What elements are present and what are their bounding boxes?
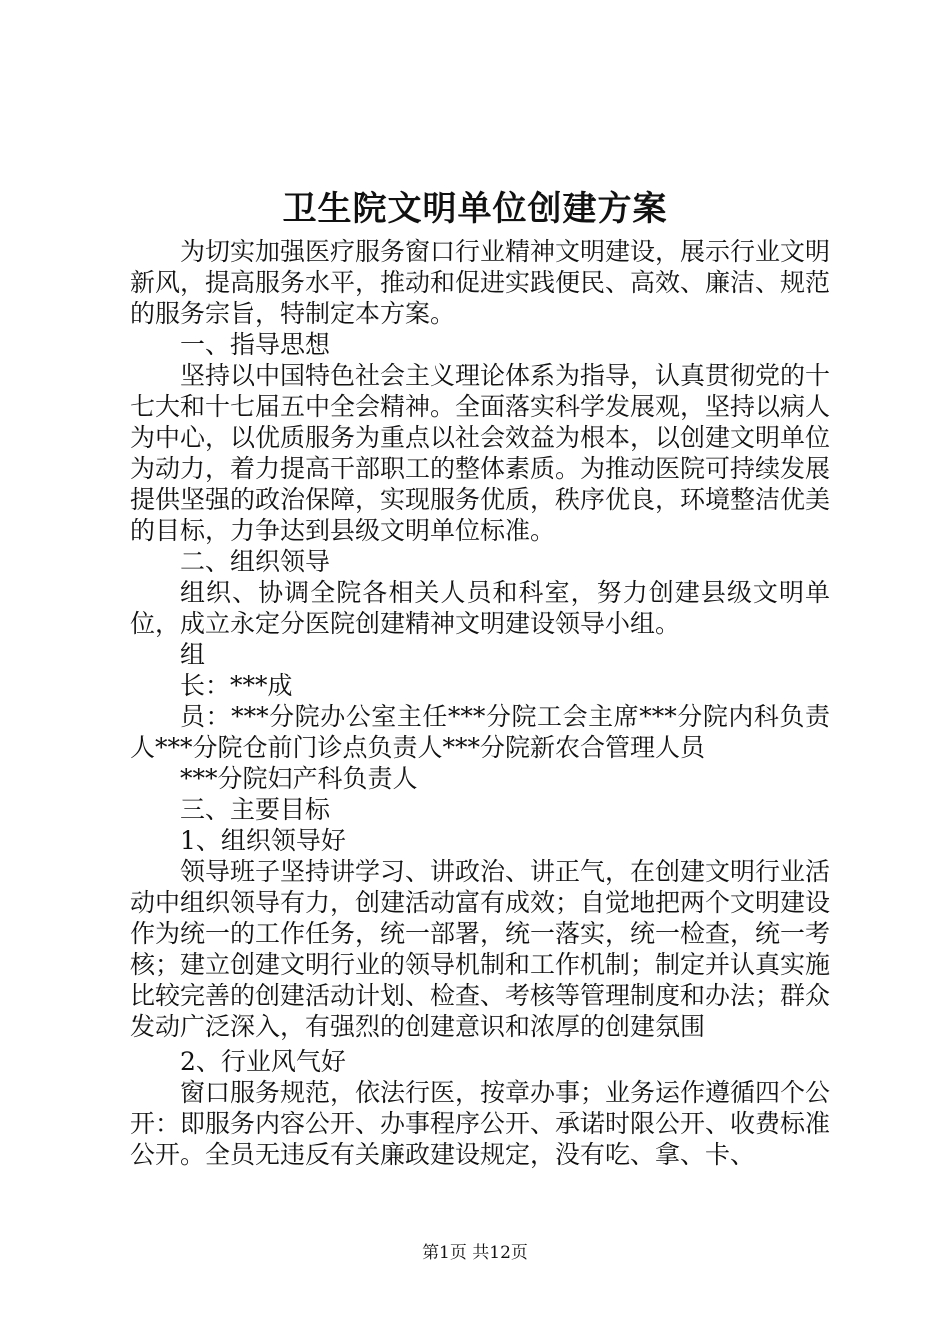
section-heading-organization: 二、组织领导	[180, 547, 331, 576]
leadership-paragraph: 领导班子坚持讲学习、讲政治、讲正气，在创建文明行业活动中组织领导有力，创建活动富有成效；自觉地把两个文明建设作为统一的工作任务，统一部署，统一落实，统一检查，统一考核；建立创建文明行业的领导机制和工作机制；制定并认真实施比较完善的创建活动计划、检查、考核等管理制度和办法；群众发动广泛深入，有强烈的创建意识和浓厚的创建氛围	[130, 857, 831, 1041]
group-leader-line: 长：***成	[180, 671, 293, 700]
subheading-leadership: 1、组织领导好	[180, 826, 346, 855]
group-members-line: 员：***分院办公室主任***分院工会主席***分院内科负责人***分院仓前门诊点负责人***分院新农合管理人员	[130, 702, 830, 762]
guiding-ideology-paragraph: 坚持以中国特色社会主义理论体系为指导，认真贯彻党的十七大和十七届五中全会精神。全面落实科学发展观，坚持以病人为中心，以优质服务为重点以社会效益为根本，以创建文明单位为动力，着力提高干部职工的整体素质。为推动医院可持续发展提供坚强的政治保障，实现服务优质，秩序优良，环境整洁优美的目标，力争达到县级文明单位标准。	[130, 361, 831, 545]
section-heading-guiding-ideology: 一、指导思想	[180, 330, 331, 359]
group-label-line: 组	[180, 640, 206, 669]
intro-paragraph: 为切实加强医疗服务窗口行业精神文明建设，展示行业文明新风，提高服务水平，推动和促进实践便民、高效、廉洁、规范的服务宗旨，特制定本方案。	[130, 237, 831, 328]
industry-style-paragraph: 窗口服务规范，依法行医，按章办事；业务运作遵循四个公开：即服务内容公开、办事程序公开、承诺时限公开、收费标准公开。全员无违反有关廉政建设规定，没有吃、拿、卡、	[130, 1078, 831, 1169]
page-footer: 第1页 共12页	[422, 1243, 528, 1263]
document-body	[130, 236, 830, 1170]
organization-paragraph: 组织、协调全院各相关人员和科室，努力创建县级文明单位，成立永定分医院创建精神文明建设领导小组。	[130, 578, 830, 638]
subheading-industry-style: 2、行业风气好	[180, 1047, 346, 1076]
section-heading-main-goals: 三、主要目标	[180, 795, 331, 824]
group-members-continued-line: ***分院妇产科负责人	[180, 764, 418, 793]
document-title: 卫生院文明单位创建方案	[282, 189, 668, 229]
